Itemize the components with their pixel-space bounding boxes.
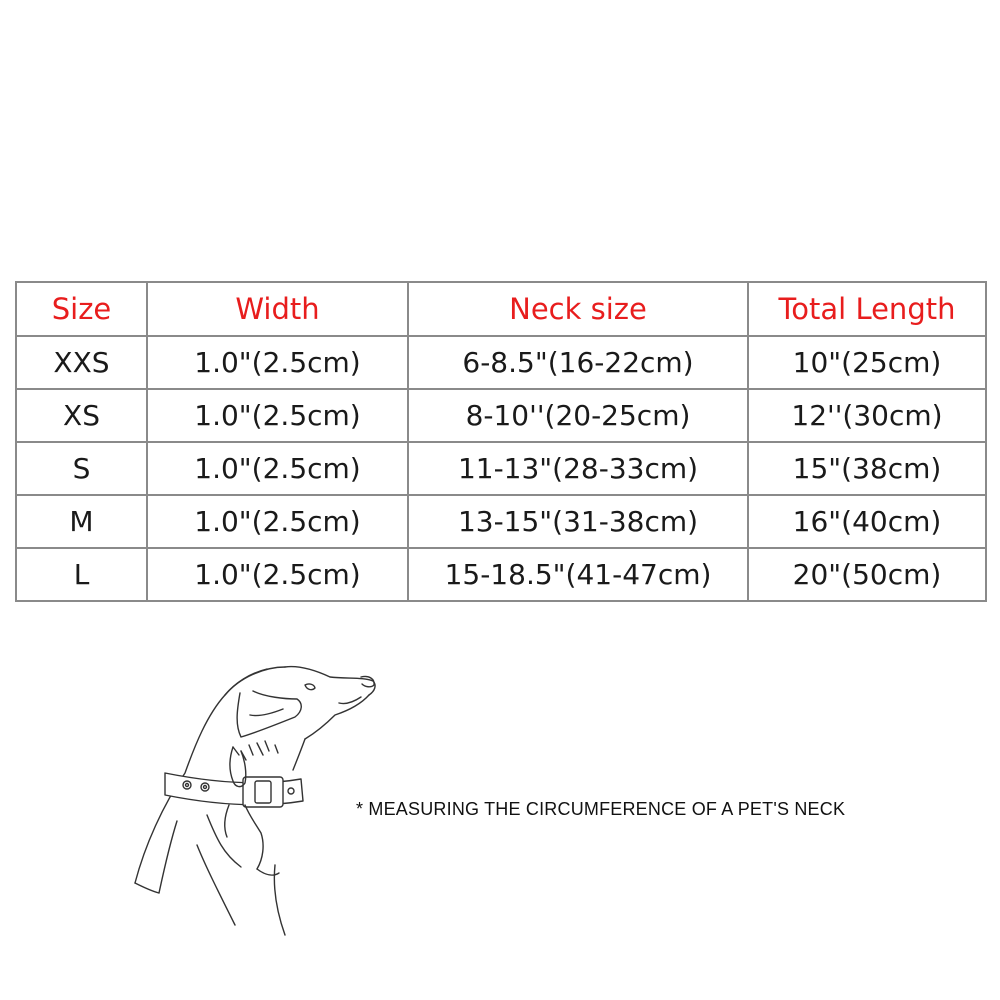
dog-collar-measuring-icon [125, 655, 395, 940]
table-row [16, 336, 986, 389]
measuring-caption: * MEASURING THE CIRCUMFERENCE OF A PET'S NECK [356, 799, 846, 819]
cell-neck-size: 15-18.5"(41-47cm) [408, 548, 748, 601]
cell-neck-size: 6-8.5"(16-22cm) [408, 336, 748, 389]
header-size: Size [16, 282, 147, 336]
cell-total-length: 10"(25cm) [748, 336, 986, 389]
cell-size: S [16, 442, 147, 495]
cell-size: L [16, 548, 147, 601]
header-total-length: Total Length [748, 282, 986, 336]
table-row [16, 495, 986, 548]
cell-neck-size: 13-15"(31-38cm) [408, 495, 748, 548]
table-row [16, 389, 986, 442]
cell-size: M [16, 495, 147, 548]
cell-size: XS [16, 389, 147, 442]
cell-total-length: 16"(40cm) [748, 495, 986, 548]
table-header-row [16, 282, 986, 336]
table-row [16, 442, 986, 495]
header-neck-size: Neck size [408, 282, 748, 336]
cell-neck-size: 11-13"(28-33cm) [408, 442, 748, 495]
cell-width: 1.0"(2.5cm) [147, 442, 408, 495]
cell-width: 1.0"(2.5cm) [147, 389, 408, 442]
header-width: Width [147, 282, 408, 336]
cell-neck-size: 8-10''(20-25cm) [408, 389, 748, 442]
cell-width: 1.0"(2.5cm) [147, 336, 408, 389]
cell-total-length: 12''(30cm) [748, 389, 986, 442]
cell-width: 1.0"(2.5cm) [147, 495, 408, 548]
cell-size: XXS [16, 336, 147, 389]
cell-total-length: 15"(38cm) [748, 442, 986, 495]
cell-total-length: 20"(50cm) [748, 548, 986, 601]
size-chart-table [15, 281, 987, 602]
cell-width: 1.0"(2.5cm) [147, 548, 408, 601]
table-row [16, 548, 986, 601]
